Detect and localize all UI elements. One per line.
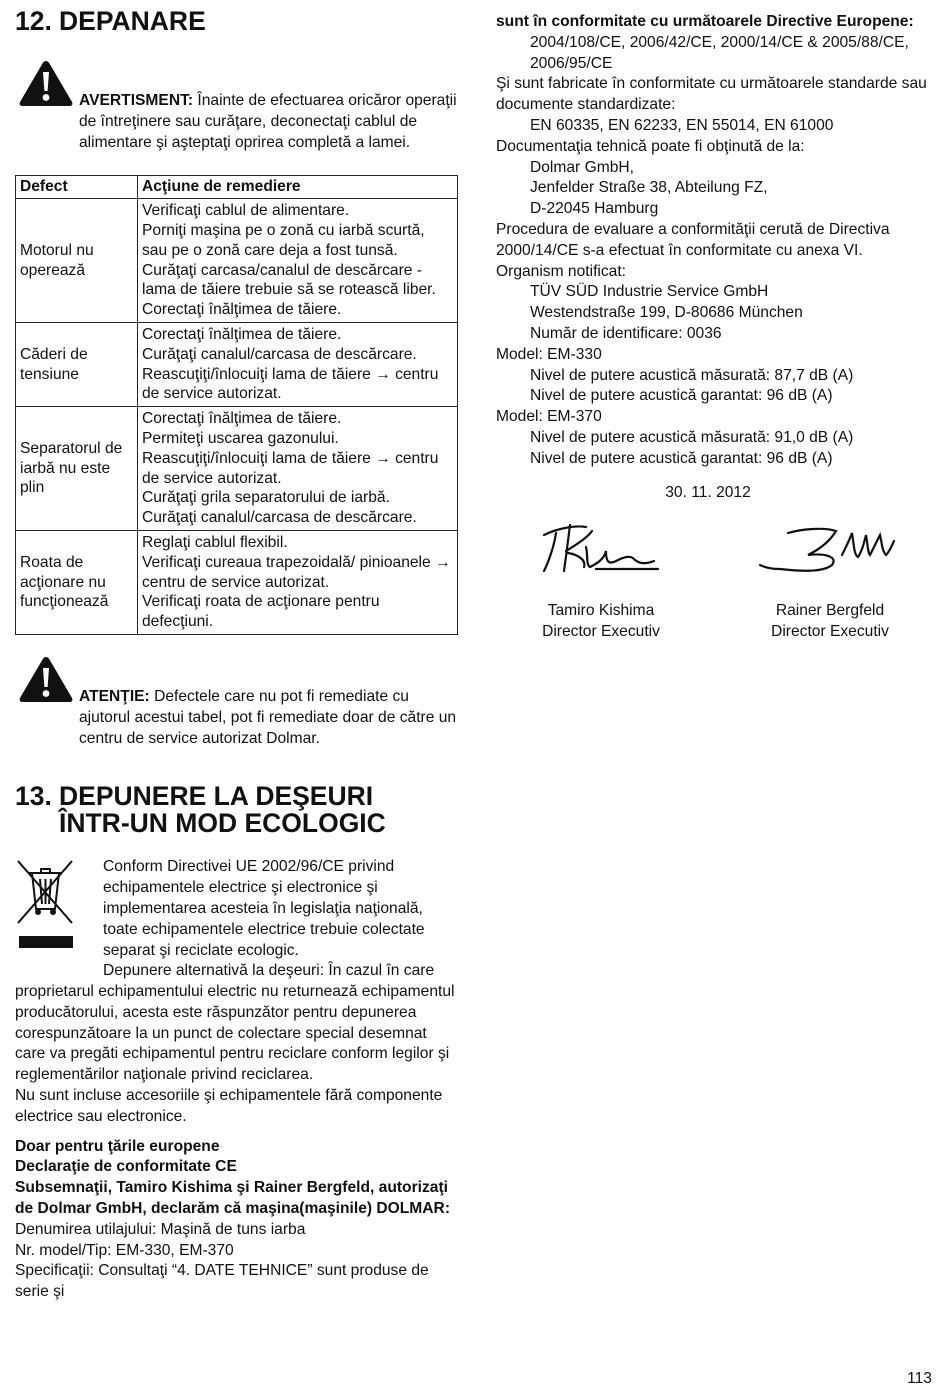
left-column: [15, 8, 460, 1303]
action-line: Reascuţiţi/înlocuiţi lama de tăiere → centru de service autorizat.: [142, 365, 439, 403]
signature: [750, 511, 910, 585]
weee-block: [15, 857, 460, 1127]
action-line: Curăţaţi canalul/carcasa de descărcare.: [142, 509, 417, 527]
attention-label: ATENŢIE:: [79, 687, 150, 705]
defect-cell: Roata de acţionare nu funcţionează: [16, 530, 138, 634]
section-title: [59, 783, 386, 837]
model-label: Model: EM-330: [496, 345, 602, 363]
weee-paragraph: Conform Directivei UE 2002/96/CE privind echipamentele electrice şi electronice şi implementarea acesteia în legislaţia naţională, toate echipamentele electrice trebuie colectate separat şi reciclate ecologic.: [103, 858, 425, 959]
directives-list: 2004/108/CE, 2006/42/CE, 2000/14/CE & 2005/88/CE, 2006/95/CE: [530, 33, 909, 72]
action-cell: [138, 407, 458, 531]
attention-text: [15, 657, 460, 749]
action-line: Curăţaţi grila separatorului de iarbă.: [142, 489, 390, 507]
address-line: Dolmar GmbH,: [530, 158, 634, 176]
signer-title: Director Executiv: [542, 623, 660, 641]
action-line: Reascuţiţi/înlocuiţi lama de tăiere → centru de service autorizat.: [142, 449, 439, 487]
attention-block: [15, 657, 460, 749]
signer-kishima: [501, 511, 701, 643]
right-column: [496, 12, 936, 681]
declaration-line: Nr. model/Tip: EM-330, EM-370: [15, 1241, 234, 1259]
warning-triangle-icon: [18, 655, 74, 704]
table-row: [16, 199, 458, 323]
ce-declaration: [15, 1137, 460, 1303]
address-line: Jenfelder Straße 38, Abteilung FZ,: [530, 179, 768, 197]
standards-list: EN 60335, EN 62233, EN 55014, EN 61000: [530, 116, 834, 134]
section-title: DEPANARE: [59, 6, 206, 36]
action-line: Curăţaţi canalul/carcasa de descărcare.: [142, 345, 417, 363]
action-line: Corectaţi înălţimea de tăiere.: [142, 325, 342, 343]
notified-body-line: TÜV SÜD Industrie Service GmbH: [530, 283, 769, 301]
noise-level-line: Nivel de putere acustică garantat: 96 dB (A): [530, 387, 833, 405]
noise-level-line: Nivel de putere acustică măsurată: 87,7 dB (A): [530, 366, 854, 384]
action-cell: [138, 199, 458, 323]
section-13-heading: [15, 783, 460, 837]
signer-title: Director Executiv: [771, 623, 889, 641]
action-line: Permiteţi uscarea gazonului.: [142, 429, 339, 447]
declaration-line: Specificaţii: Consultaţi “4. DATE TEHNICE” sunt produse de serie şi: [15, 1262, 429, 1301]
section-title-line: ÎNTR-UN MOD ECOLOGIC: [59, 808, 386, 839]
signatures: [496, 511, 936, 681]
action-cell: [138, 322, 458, 406]
defect-cell: Separatorul de iarbă nu este plin: [16, 407, 138, 531]
exclusion-paragraph: Nu sunt incluse accesoriile şi echipamentele fără componente electrice sau electronice.: [15, 1087, 443, 1125]
noise-level-line: Nivel de putere acustică măsurată: 91,0 dB (A): [530, 428, 854, 446]
table-row: [16, 322, 458, 406]
signer-name: Rainer Bergfeld: [775, 602, 885, 620]
defect-cell: Motorul nu operează: [16, 199, 138, 323]
header-defect: Defect: [16, 176, 138, 199]
declaration-line: Denumirea utilajului: Maşină de tuns iarba: [15, 1220, 306, 1238]
weee-bar: [19, 936, 73, 948]
documentation-intro: Documentaţia tehnică poate fi obţinută de la:: [496, 137, 805, 155]
action-cell: [138, 530, 458, 634]
warning-body: Înainte de efectuarea oricăror operaţii de întreţinere sau curăţare, deconectaţi cablul de alimentare şi aşteptaţi oprirea completă a lamei.: [79, 92, 457, 151]
warning-block: [15, 61, 460, 153]
model-label: Model: EM-370: [496, 408, 602, 426]
table-row: [16, 407, 458, 531]
section-title-line: DEPUNERE LA DEŞEURI: [59, 781, 374, 812]
action-line: Reglaţi cablul flexibil.: [142, 533, 288, 551]
warning-label: AVERTISMENT:: [79, 92, 194, 109]
action-line: Verificaţi roata de acţionare pentru defecţiuni.: [142, 593, 380, 631]
warning-triangle-icon: [18, 59, 74, 108]
notified-body-intro: Organism notificat:: [496, 262, 626, 280]
signature: [526, 511, 676, 585]
noise-level-line: Nivel de putere acustică garantat: 96 dB (A): [530, 449, 833, 467]
notified-body-line: Număr de identificare: 0036: [530, 324, 722, 342]
declaration-intro: Subsemnaţii, Tamiro Kishima şi Rainer Bergfeld, autorizaţi de Dolmar GmbH, declarăm că maşina(maşinile) DOLMAR:: [15, 1179, 451, 1218]
directives-intro: sunt în conformitate cu următoarele Directive Europene:: [496, 13, 914, 30]
address-line: D-22045 Hamburg: [530, 200, 659, 218]
attention-body: Defectele care nu pot fi remediate cu ajutorul acestui tabel, pot fi remediate doar de către un centru de service autorizat Dolmar.: [79, 687, 457, 747]
action-line: Curăţaţi carcasa/canalul de descărcare - lama de tăiere trebuie să se rotească liber.: [142, 261, 436, 299]
troubleshooting-table: [15, 175, 458, 635]
action-line: Corectaţi înălţimea de tăiere.: [142, 301, 342, 319]
section-12-heading: [15, 8, 460, 35]
page-number: 113: [907, 1370, 932, 1385]
action-line: Verificaţi cureaua trapezoidală/ pinioanele → centru de service autorizat.: [142, 553, 451, 591]
declaration-heading: Doar pentru ţările europene: [15, 1137, 220, 1155]
procedure-text: Procedura de evaluare a conformităţii cerută de Directiva 2000/14/CE s-a efectuat în conformitate cu anexa VI.: [496, 220, 890, 259]
disposal-paragraph: Depunere alternativă la deşeuri: În cazul în care proprietarul echipamentului electric nu returnează echipamentul producătorului, acesta este răspunzător pentru depunerea corespunzătoare la un punct de colectare special desemnat care va pregăti echipamentul pentru reciclare conform legilor şi reglementărilor naţionale privind reciclarea.: [15, 962, 455, 1084]
notified-body-line: Westendstraße 199, D-80686 München: [530, 304, 803, 322]
standards-intro: Şi sunt fabricate în conformitate cu următoarele standarde sau documente standardizate:: [496, 75, 927, 114]
table-header-row: [16, 176, 458, 199]
section-number: 12.: [15, 6, 52, 36]
signer-bergfeld: [730, 511, 930, 643]
header-action: Acţiune de remediere: [138, 176, 458, 199]
declaration-heading: Declaraţie de conformitate CE: [15, 1158, 237, 1176]
signer-name: Tamiro Kishima: [547, 602, 655, 620]
warning-text: [15, 61, 460, 153]
action-line: Verificaţi cablul de alimentare.: [142, 202, 350, 220]
table-row: [16, 530, 458, 634]
action-line: Porniţi maşina pe o zonă cu iarbă scurtă, sau pe o zonă care deja a fost tunsă.: [142, 221, 425, 259]
section-number: 13.: [15, 781, 52, 812]
defect-cell: Căderi de tensiune: [16, 322, 138, 406]
declaration-date: 30. 11. 2012: [665, 483, 751, 501]
action-line: Corectaţi înălţimea de tăiere.: [142, 410, 342, 428]
crossed-bin-icon: [15, 859, 75, 925]
